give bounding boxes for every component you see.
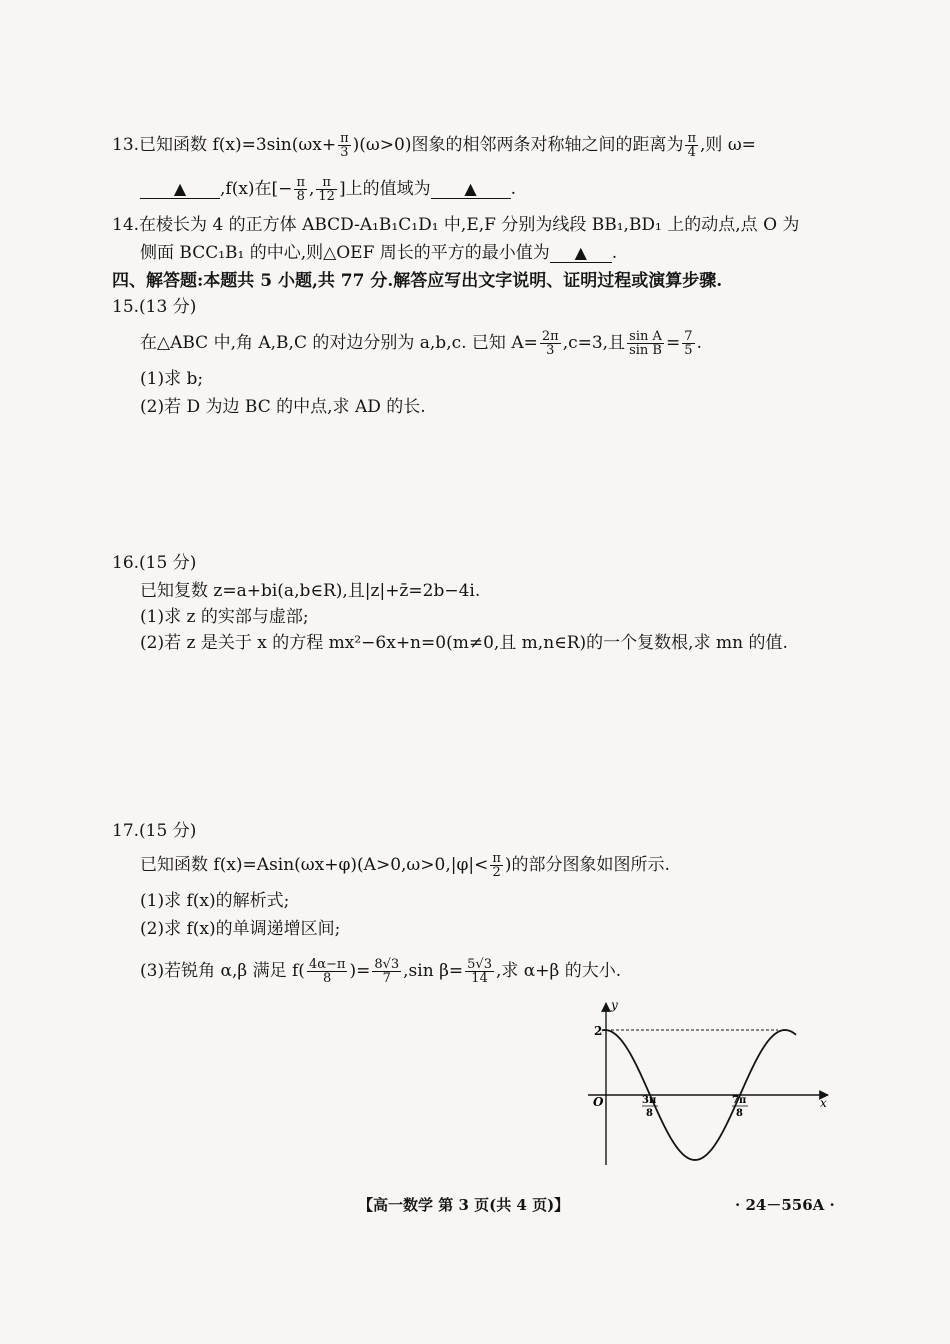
triangle-icon: ▲ [173, 179, 187, 198]
sine-graph [578, 997, 838, 1169]
answer-blank [550, 242, 612, 263]
q17-header: 17.(15 分) [112, 821, 197, 841]
triangle-icon: ▲ [464, 179, 477, 198]
q13-text: ,f(x)在[− [220, 179, 293, 199]
fraction: $\frac{2\pi}{3}$ [541, 329, 559, 358]
fraction: $\frac{\pi}{12}$ [318, 175, 335, 204]
fraction: $\frac{\pi}{3}$ [340, 131, 349, 160]
q16-part1: (1)求 z 的实部与虚部; [140, 607, 309, 627]
q14-line2: 侧面 BCC₁B₁ 的中心,则△OEF 周长的平方的最小值为 ▲ . [140, 243, 618, 263]
q17-part2: (2)求 f(x)的单调递增区间; [140, 919, 341, 939]
q15-stem: 在△ABC 中,角 A,B,C 的对边分别为 a,b,c. 已知 A= $\frac{2\pi}{3}$ ,c=3,且 $\frac{\text{sin A}}{\text{sin B}}$ = $\frac{7}{5}$ . [140, 329, 702, 358]
q15-header: 15.(13 分) [112, 297, 197, 317]
fraction: $\frac{\text{sin A}}{\text{sin B}}$ [629, 329, 662, 358]
fraction: $\frac{\pi}{8}$ [296, 175, 305, 204]
q13-text: ,则 ω= [700, 135, 756, 155]
q17-stem: 已知函数 f(x)=Asin(ωx+φ)(A>0,ω>0,|φ|< $\frac{\pi}{2}$ )的部分图象如图所示. [140, 851, 670, 880]
svg-text:8: 8 [646, 1108, 653, 1119]
section-heading: 四、解答题:本题共 5 小题,共 77 分.解答应写出文字说明、证明过程或演算步骤. [112, 271, 723, 291]
exam-code: · 24－556A · [735, 1196, 835, 1214]
page-footer: 【高一数学 第 3 页(共 4 页)】 [358, 1196, 570, 1214]
max-label: 2 [594, 1024, 603, 1038]
fraction: $\frac{5√3}{14}$ [467, 957, 492, 986]
q17-part1: (1)求 f(x)的解析式; [140, 891, 290, 911]
svg-text:3π: 3π [642, 1095, 657, 1106]
fraction: $\frac{\pi}{4}$ [687, 131, 697, 160]
q13-text: )(ω>0)图象的相邻两条对称轴之间的距离为 [352, 135, 684, 155]
q17-part3: (3)若锐角 α,β 满足 f( $\frac{4\alpha-\pi}{8}$ )= $\frac{8√3}{7}$ ,sin β= $\frac{5√3}{14}$ ,求 α+β 的大小. [140, 957, 622, 986]
triangle-icon: ▲ [574, 243, 587, 262]
answer-blank [140, 178, 220, 199]
fraction: $\frac{7}{5}$ [684, 329, 693, 358]
q14-line1: 14.在棱长为 4 的正方体 ABCD-A₁B₁C₁D₁ 中,E,F 分别为线段 BB₁,BD₁ 上的动点,点 O 为 [112, 215, 800, 235]
fraction: $\frac{4\alpha-\pi}{8}$ [308, 957, 346, 986]
q13-text: 13.已知函数 f(x)=3sin(ωx+ [112, 135, 337, 155]
q16-stem: 已知复数 z=a+bi(a,b∈R),且|z|+z̄=2b−4i. [140, 581, 481, 601]
q16-header: 16.(15 分) [112, 553, 197, 573]
q15-part1: (1)求 b; [140, 369, 204, 389]
x-axis-label: x [820, 1096, 827, 1110]
fraction: $\frac{\pi}{2}$ [492, 851, 501, 880]
q13-text: ]上的值域为 [338, 179, 431, 199]
answer-blank [431, 178, 511, 199]
origin-label: O [593, 1095, 604, 1109]
svg-text:8: 8 [736, 1108, 743, 1119]
q16-part2: (2)若 z 是关于 x 的方程 mx²−6x+n=0(m≠0,且 m,n∈R)的一个复数根,求 mn 的值. [140, 633, 788, 653]
fraction: $\frac{8√3}{7}$ [374, 957, 400, 986]
q15-part2: (2)若 D 为边 BC 的中点,求 AD 的长. [140, 397, 426, 417]
y-axis-label: y [611, 998, 618, 1012]
svg-text:7π: 7π [732, 1095, 747, 1106]
q13-line2: ▲ ,f(x)在[− $\frac{\pi}{8}$ , $\frac{\pi}{12}$ ]上的值域为 ▲ . [140, 176, 516, 203]
q13-line1 [112, 132, 756, 159]
